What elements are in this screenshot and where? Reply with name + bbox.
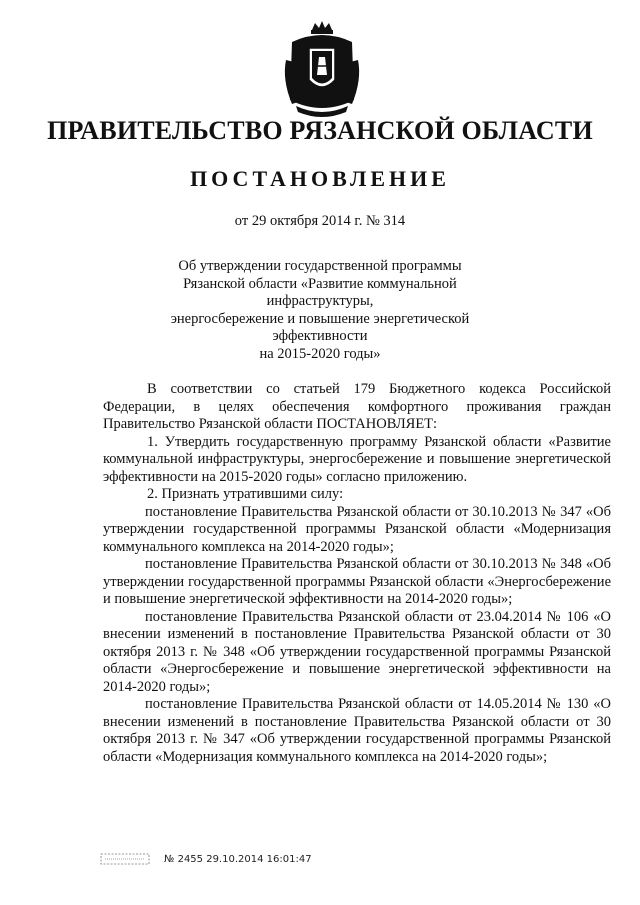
- document-type: ПОСТАНОВЛЕНИЕ: [190, 166, 450, 191]
- ryazan-coat-of-arms-icon: [282, 20, 362, 120]
- document-body: [103, 381, 611, 766]
- preamble-paragraph: В соответствии со статьей 179 Бюджетного кодекса Российской Федерации, в целях обеспечения комфортного проживания граждан Правительство Рязанской области ПОСТАНОВЛЯЕТ:: [103, 381, 611, 432]
- registration-stamp-icon: [100, 852, 150, 866]
- subject-line: на 2015-2020 годы»: [259, 345, 381, 362]
- repealed-resolution-item: постановление Правительства Рязанской области от 30.10.2013 № 347 «Об утверждении государственной программы Рязанской области «Модернизация коммунального комплекса на 2014-2020 годы»;: [103, 503, 611, 555]
- repealed-resolution-item: постановление Правительства Рязанской области от 30.10.2013 № 348 «Об утверждении государственной программы Рязанской области «Энергосбережение и повышение энергетической эффективности на 2014-2020 годы»;: [103, 556, 611, 607]
- government-title: ПРАВИТЕЛЬСТВО РЯЗАНСКОЙ ОБЛАСТИ: [47, 116, 593, 145]
- registration-footer: [100, 852, 312, 866]
- subject-line: Об утверждении государственной программы: [178, 258, 462, 274]
- subject-line: энергосбережение и повышение энергетической эффективности: [170, 310, 470, 344]
- subject-line: Рязанской области «Развитие коммунальной инфраструктуры,: [183, 275, 457, 309]
- registration-number: № 2455 29.10.2014 16:01:47: [164, 853, 312, 865]
- repealed-resolution-item: постановление Правительства Рязанской области от 14.05.2014 № 130 «О внесении изменений в постановление Правительства Рязанской области от 30 октября 2013 г. № 347 «Об утверждении государственной программы Рязанской области «Модернизация коммунального комплекса на 2014-2020 годы»;: [103, 696, 611, 765]
- repealed-resolution-item: постановление Правительства Рязанской области от 23.04.2014 № 106 «О внесении изменений в постановление Правительства Рязанской области от 30 октября 2013 г. № 348 «Об утверждении государственной программы Рязанской области «Энергосбережение и повышение энергетической эффективности на 2014-2020 годы»;: [103, 608, 611, 695]
- document-subject: [130, 258, 510, 363]
- document-date: от 29 октября 2014 г. № 314: [234, 213, 406, 229]
- item-2-paragraph: 2. Признать утратившими силу:: [147, 486, 344, 502]
- item-1-paragraph: 1. Утвердить государственную программу Рязанской области «Развитие коммунальной инфраструктуры, энергосбережение и повышение энергетической эффективности на 2015-2020 годы» согласно приложению.: [103, 433, 611, 485]
